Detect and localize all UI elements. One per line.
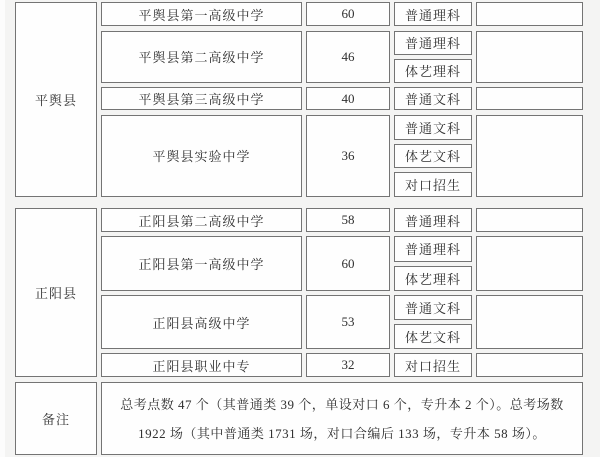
exam-count-cell: 46 — [306, 31, 390, 83]
table-row — [101, 115, 583, 197]
county-cell: 正阳县 — [15, 208, 97, 377]
table-row — [101, 295, 583, 349]
table-row — [101, 236, 583, 291]
exam-count-cell: 36 — [306, 115, 390, 197]
remark-text: 总考点数 47 个（其普通类 39 个，单设对口 6 个，专升本 2 个）。总考场数 1922 场（其中普通类 1731 场，对口合编后 133 场，专升本 58 场）。 — [120, 396, 564, 441]
category-cell: 体艺文科 — [394, 324, 472, 349]
county-rows — [101, 2, 583, 197]
category-stack — [394, 31, 472, 83]
table-row — [101, 353, 583, 377]
category-cell: 普通理科 — [394, 236, 472, 262]
empty-cell — [476, 115, 583, 197]
county-cell: 平舆县 — [15, 2, 97, 197]
school-cell: 正阳县职业中专 — [101, 353, 302, 377]
exam-count-cell: 58 — [306, 208, 390, 232]
exam-count-cell: 53 — [306, 295, 390, 349]
category-cell: 体艺理科 — [394, 266, 472, 292]
category-cell: 普通文科 — [394, 295, 472, 320]
table-row — [101, 208, 583, 232]
category-cell: 对口招生 — [394, 353, 472, 377]
empty-cell — [476, 353, 583, 377]
table-row — [101, 2, 583, 26]
school-cell: 平舆县第三高级中学 — [101, 87, 302, 110]
empty-cell — [476, 87, 583, 110]
exam-count-cell: 60 — [306, 2, 390, 26]
table-row — [101, 87, 583, 110]
exam-count-cell: 32 — [306, 353, 390, 377]
category-stack — [394, 208, 472, 232]
remark-text-cell — [101, 382, 583, 455]
school-cell: 平舆县第二高级中学 — [101, 31, 302, 83]
category-cell: 对口招生 — [394, 172, 472, 197]
category-cell: 体艺理科 — [394, 59, 472, 83]
empty-cell — [476, 295, 583, 349]
empty-cell — [476, 236, 583, 291]
school-cell: 平舆县实验中学 — [101, 115, 302, 197]
exam-count-cell: 40 — [306, 87, 390, 110]
table-row — [101, 31, 583, 83]
category-stack — [394, 87, 472, 110]
remark-section — [15, 382, 583, 455]
county-rows — [101, 208, 583, 377]
category-stack — [394, 115, 472, 197]
exam-count-cell: 60 — [306, 236, 390, 291]
county-section-pingyu — [15, 2, 583, 197]
category-cell: 普通文科 — [394, 87, 472, 110]
left-edge-strip — [0, 0, 5, 457]
school-cell: 正阳县第二高级中学 — [101, 208, 302, 232]
category-cell: 普通文科 — [394, 115, 472, 140]
category-cell: 普通理科 — [394, 208, 472, 232]
empty-cell — [476, 2, 583, 26]
category-cell: 体艺文科 — [394, 144, 472, 169]
category-stack — [394, 2, 472, 26]
empty-cell — [476, 31, 583, 83]
category-stack — [394, 295, 472, 349]
school-cell: 平舆县第一高级中学 — [101, 2, 302, 26]
category-cell: 普通理科 — [394, 2, 472, 26]
remark-label-cell: 备注 — [15, 382, 97, 455]
category-cell: 普通理科 — [394, 31, 472, 55]
school-cell: 正阳县第一高级中学 — [101, 236, 302, 291]
category-stack — [394, 353, 472, 377]
category-stack — [394, 236, 472, 291]
empty-cell — [476, 208, 583, 232]
county-section-zhengyang — [15, 208, 583, 377]
school-cell: 正阳县高级中学 — [101, 295, 302, 349]
